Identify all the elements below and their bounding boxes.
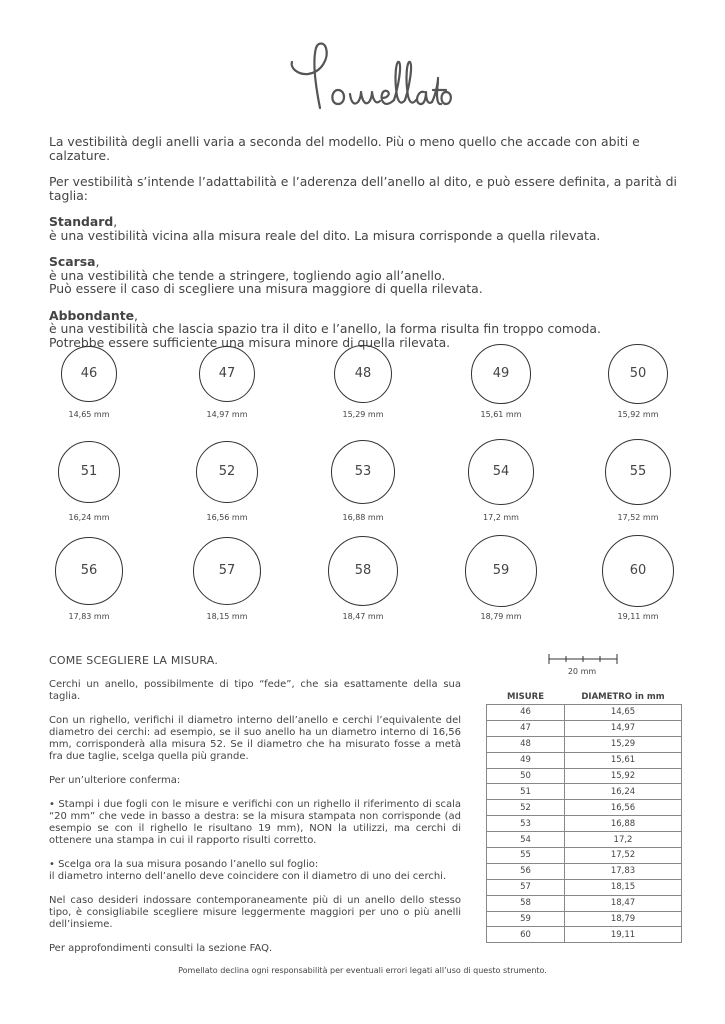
ring-diameter-label-46: 14,65 mm <box>68 410 110 419</box>
table-cell-size: 60 <box>487 927 565 943</box>
table-row <box>487 800 682 816</box>
table-cell-diameter: 15,92 <box>565 768 682 784</box>
ring-circle-49: 49 <box>471 344 530 403</box>
table-cell-diameter: 14,65 <box>565 705 682 721</box>
ring-circle-51: 51 <box>58 441 120 503</box>
howto-paragraph-7: Per approfondimenti consulti la sezione FAQ. <box>49 943 273 954</box>
table-cell-size: 51 <box>487 784 565 800</box>
table-header-size: MISURE <box>507 691 544 702</box>
scale-label: 20 mm <box>567 667 597 676</box>
ring-circle-48: 48 <box>334 345 392 403</box>
ring-diameter-label-57: 18,15 mm <box>206 612 248 621</box>
standard-text: è una vestibilità vicina alla misura reale del dito. La misura corrisponde a quella rilevata. <box>49 227 601 243</box>
howto-paragraph-2: Con un righello, verifichi il diametro interno dell’anello e cerchi l’equivalente del diametro dei cerchi: ad esempio, se il suo anello ha un diametro interno di 16,56 mm, corrisponderà alla misura 52. Se il diametro che ha misurato fosse a metà fra due taglie, scelga quella più grande. <box>49 715 461 762</box>
table-row <box>487 768 682 784</box>
intro-section: La vestibilità degli anelli varia a seconda del modello. Più o meno quello che accade con abiti e calzature. Per vestibilità s’intende l’adattabilità e l’aderenza dell’anello al dito, e può essere definita, a parità di taglia: Standard, è una vestibilità vicina alla misura reale del dito. La misura corrisponde a quella rilevata. Scarsa, è una vestibilità che tende a stringere, togliendo agio all’anello. Può essere il caso di scegliere una misura maggiore di quella rilevata. Abbondante, è una vestibilità che lascia spazio tra il dito e l’anello, la forma risulta fin troppo comoda. Potrebbe essere sufficiente una misura minore di quella rilevata. <box>49 135 689 349</box>
abbondante-text-2: Potrebbe essere sufficiente una misura minore di quella rilevata. <box>49 334 451 350</box>
table-row <box>487 816 682 832</box>
table-row <box>487 895 682 911</box>
table-row <box>487 720 682 736</box>
ring-circle-50: 50 <box>608 344 668 404</box>
howto-paragraph-1: Cerchi un anello, possibilmente di tipo “fede”, che sia esattamente della sua taglia. <box>49 679 461 702</box>
ring-diameter-label-51: 16,24 mm <box>68 513 110 522</box>
table-cell-diameter: 17,52 <box>565 848 682 864</box>
table-row <box>487 927 682 943</box>
table-cell-diameter: 18,15 <box>565 879 682 895</box>
intro-paragraph-2: Per vestibilità s’intende l’adattabilità e l’aderenza dell’anello al dito, e può essere definita, a parità di taglia: <box>49 174 677 203</box>
table-cell-diameter: 16,56 <box>565 800 682 816</box>
ring-diameter-label-49: 15,61 mm <box>480 410 522 419</box>
table-cell-diameter: 16,88 <box>565 816 682 832</box>
table-header-diameter: DIAMETRO in mm <box>581 691 665 702</box>
pomellato-logo <box>0 38 725 118</box>
howto-paragraph-5b: il diametro interno dell’anello deve coincidere con il diametro di uno dei cerchi. <box>49 871 447 882</box>
howto-paragraph-6: Nel caso desideri indossare contemporaneamente più di un anello dello stesso tipo, è consigliabile scegliere misure leggermente maggiori per uno o più anelli dell’insieme. <box>49 895 461 930</box>
table-cell-size: 50 <box>487 768 565 784</box>
ring-diameter-label-60: 19,11 mm <box>617 612 659 621</box>
ring-size-grid <box>0 340 725 630</box>
table-row <box>487 848 682 864</box>
howto-paragraph-3: Per un’ulteriore conferma: <box>49 775 181 786</box>
table-row <box>487 705 682 721</box>
table-cell-size: 55 <box>487 848 565 864</box>
table-cell-diameter: 19,11 <box>565 927 682 943</box>
table-cell-size: 47 <box>487 720 565 736</box>
table-cell-diameter: 17,83 <box>565 863 682 879</box>
ring-circle-46: 46 <box>61 346 117 402</box>
table-cell-size: 52 <box>487 800 565 816</box>
ring-circle-55: 55 <box>605 439 672 506</box>
ring-circle-52: 52 <box>196 441 259 504</box>
ring-diameter-label-56: 17,83 mm <box>68 612 110 621</box>
ring-circle-53: 53 <box>331 440 395 504</box>
table-cell-diameter: 18,47 <box>565 895 682 911</box>
howto-paragraph-4: • Stampi i due fogli con le misure e verifichi con un righello il riferimento di scala “20 mm” che vede in basso a destra: se la misura stampata non corrisponde (ad esempio se con il righello le risultano 19 mm), NON la utilizzi, ma cerchi di ottenere una stampa in cui il rapporto risulti corretto. <box>49 799 461 846</box>
abbondante-title: Abbondante <box>49 307 135 323</box>
disclaimer-footer: Pomellato declina ogni responsabilità per eventuali errori legati all’uso di questo strumento. <box>178 966 547 975</box>
ring-diameter-label-53: 16,88 mm <box>342 513 384 522</box>
table-row <box>487 752 682 768</box>
table-cell-diameter: 18,79 <box>565 911 682 927</box>
ring-diameter-label-54: 17,2 mm <box>483 513 519 522</box>
ring-circle-58: 58 <box>328 536 398 606</box>
ring-diameter-label-48: 15,29 mm <box>342 410 384 419</box>
ring-diameter-label-58: 18,47 mm <box>342 612 384 621</box>
standard-title: Standard <box>49 214 114 229</box>
table-cell-size: 58 <box>487 895 565 911</box>
table-cell-diameter: 16,24 <box>565 784 682 800</box>
size-table <box>486 689 682 943</box>
table-cell-diameter: 15,61 <box>565 752 682 768</box>
table-row <box>487 863 682 879</box>
ring-circle-56: 56 <box>55 537 123 605</box>
table-cell-diameter: 15,29 <box>565 736 682 752</box>
table-cell-size: 48 <box>487 736 565 752</box>
scarsa-text-1: è una vestibilità che tende a stringere, togliendo agio all’anello. <box>49 267 446 283</box>
ring-diameter-label-59: 18,79 mm <box>480 612 522 621</box>
ring-circle-54: 54 <box>468 439 533 504</box>
howto-paragraph-5a: • Scelga ora la sua misura posando l’anello sul foglio: <box>49 859 319 870</box>
table-cell-size: 56 <box>487 863 565 879</box>
table-cell-diameter: 17,2 <box>565 832 682 848</box>
table-cell-size: 57 <box>487 879 565 895</box>
table-cell-size: 59 <box>487 911 565 927</box>
ring-diameter-label-52: 16,56 mm <box>206 513 248 522</box>
table-cell-size: 46 <box>487 705 565 721</box>
table-cell-diameter: 14,97 <box>565 720 682 736</box>
table-cell-size: 53 <box>487 816 565 832</box>
howto-title: COME SCEGLIERE LA MISURA. <box>49 654 219 667</box>
ring-diameter-label-47: 14,97 mm <box>206 410 248 419</box>
ring-circle-59: 59 <box>465 535 536 606</box>
ring-diameter-label-50: 15,92 mm <box>617 410 659 419</box>
ring-circle-47: 47 <box>199 346 256 403</box>
table-row <box>487 832 682 848</box>
table-row <box>487 736 682 752</box>
ring-circle-60: 60 <box>602 535 675 608</box>
intro-paragraph-1: La vestibilità degli anelli varia a seconda del modello. Più o meno quello che accade con abiti e calzature. <box>49 134 640 163</box>
scarsa-title: Scarsa <box>49 254 96 269</box>
scarsa-text-2: Può essere il caso di scegliere una misura maggiore di quella rilevata. <box>49 281 483 296</box>
table-row <box>487 879 682 895</box>
ring-diameter-label-55: 17,52 mm <box>617 513 659 522</box>
table-row <box>487 911 682 927</box>
table-row <box>487 784 682 800</box>
table-cell-size: 49 <box>487 752 565 768</box>
ring-circle-57: 57 <box>193 537 262 606</box>
table-cell-size: 54 <box>487 832 565 848</box>
howto-section <box>49 655 461 955</box>
abbondante-text-1: è una vestibilità che lascia spazio tra il dito e l’anello, la forma risulta fin troppo comoda. <box>49 321 601 336</box>
